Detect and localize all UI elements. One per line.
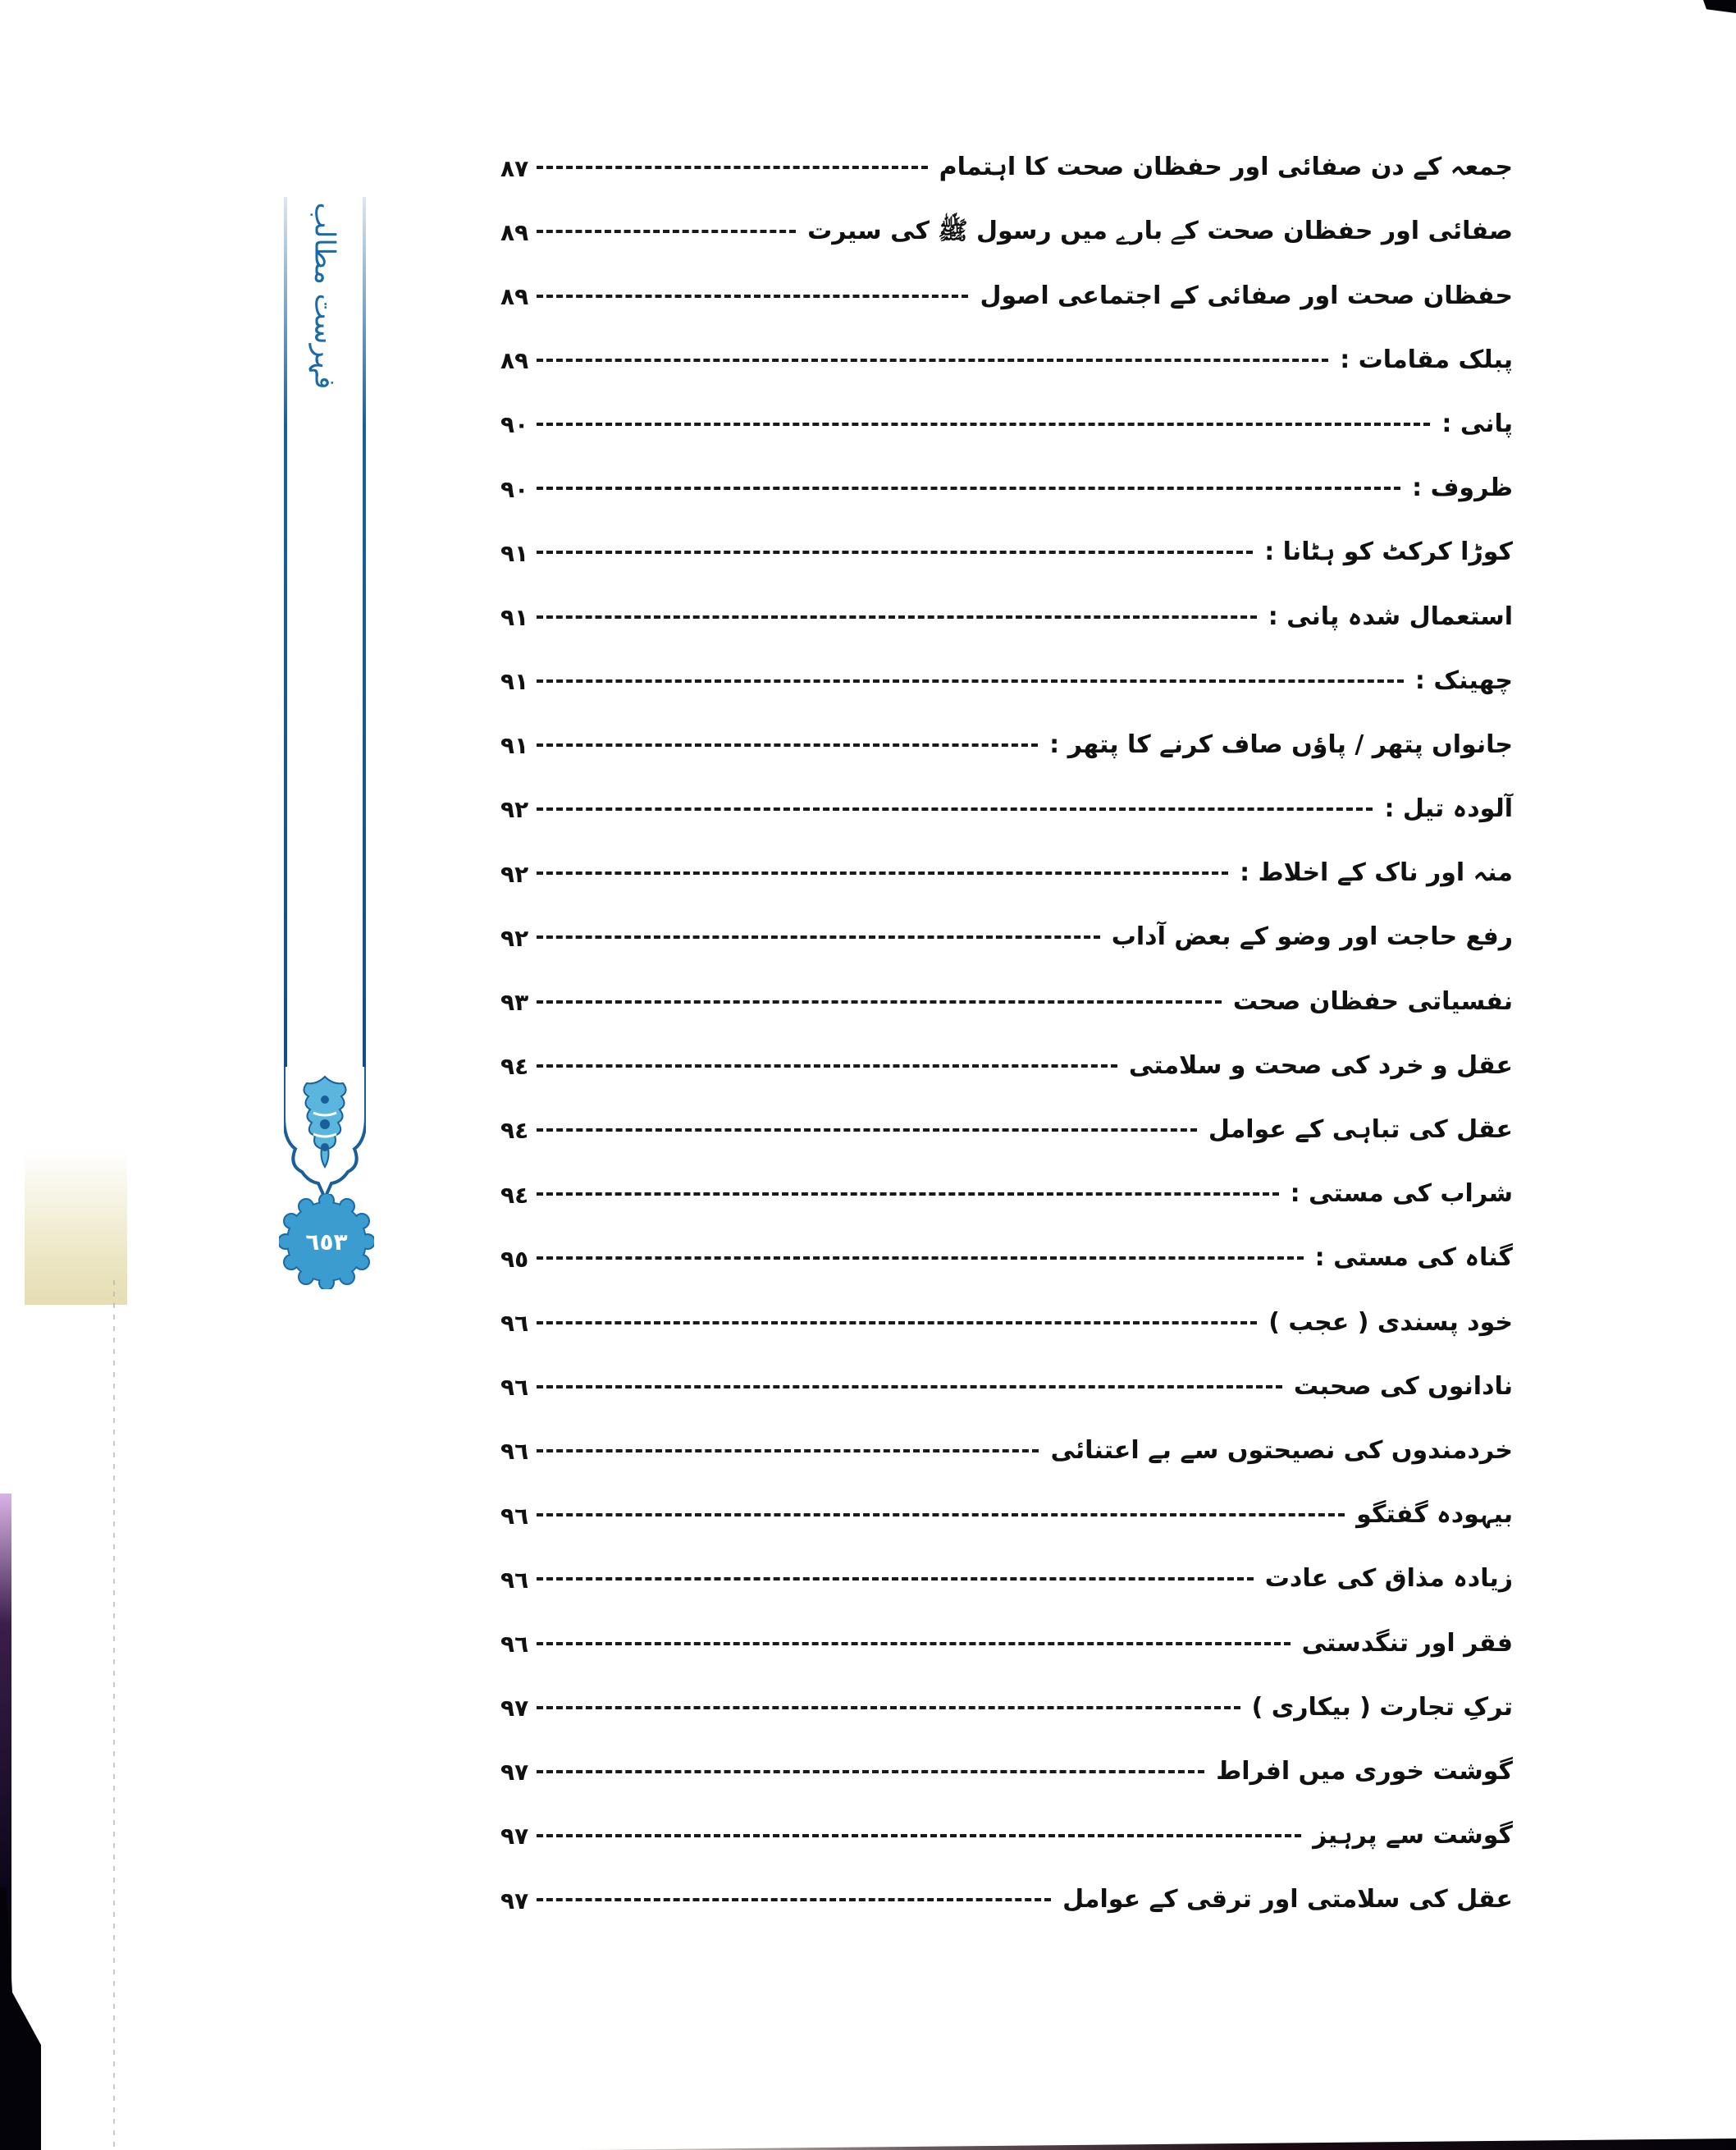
- toc-entry[interactable]: [500, 1535, 1513, 1599]
- toc-entry[interactable]: [500, 1663, 1513, 1727]
- toc-entry-page: ٨٩: [500, 282, 529, 310]
- toc-entry[interactable]: [500, 1214, 1513, 1278]
- dotted-leader: [537, 487, 1400, 490]
- page-crease: [113, 1280, 115, 2150]
- toc-entry[interactable]: [500, 1343, 1513, 1407]
- toc-entry[interactable]: [500, 1471, 1513, 1535]
- toc-entry[interactable]: [500, 1150, 1513, 1214]
- toc-entry-title: منہ اور ناک کے اخلاط :: [1240, 858, 1513, 888]
- toc-entry-page: ٨٩: [500, 347, 529, 375]
- toc-entry-page: ٩٥: [500, 1245, 529, 1273]
- toc-entry-page: ٩١: [500, 668, 529, 696]
- dotted-leader: [537, 807, 1373, 811]
- dotted-leader: [537, 1706, 1240, 1709]
- toc-entry-page: ٩٧: [500, 1823, 529, 1850]
- toc-entry-title: حفظان صحت اور صفائی کے اجتماعی اصول: [980, 281, 1513, 310]
- dotted-leader: [537, 1256, 1304, 1260]
- toc-entry-page: ٩٤: [500, 1117, 529, 1145]
- toc-entry[interactable]: [500, 957, 1513, 1021]
- toc-entry-title: فقر اور تنگدستی: [1301, 1628, 1513, 1658]
- toc-entry-title: پانی :: [1441, 409, 1513, 438]
- scan-edge-bottom: [574, 2139, 1736, 2150]
- dotted-leader: [537, 871, 1228, 875]
- toc-entry-title: صفائی اور حفظان صحت کے بارے میں رسول ﷺ کی سیرت: [807, 217, 1513, 246]
- toc-entry-title: جانواں پتھر / پاؤں صاف کرنے کا پتھر :: [1049, 730, 1513, 759]
- section-title-text: فہرست مطالب: [308, 202, 341, 389]
- toc-entry-page: ٩٢: [500, 924, 529, 952]
- toc-entry[interactable]: [500, 829, 1513, 893]
- dotted-leader: [537, 1898, 1051, 1901]
- toc-entry-page: ٩١: [500, 539, 529, 567]
- toc-entry-title: چھینک :: [1414, 666, 1513, 695]
- toc-entry-title: رفع حاجت اور وضو کے بعض آداب: [1111, 922, 1513, 952]
- toc-entry[interactable]: [500, 765, 1513, 829]
- toc-entry-title: آلودہ تیل :: [1384, 794, 1513, 824]
- table-of-contents: [500, 123, 1513, 1919]
- scan-edge-top-right: [1703, 0, 1736, 13]
- toc-entry-title: خود پسندی ( عجب ): [1268, 1307, 1513, 1337]
- floral-ornament-icon: [284, 1067, 366, 1198]
- toc-entry-title: شراب کی مستی :: [1290, 1179, 1513, 1209]
- toc-entry[interactable]: [500, 187, 1513, 251]
- toc-entry-page: ٩٧: [500, 1887, 529, 1914]
- scan-edge-left-bottom: [0, 1887, 41, 2150]
- dotted-leader: [537, 1449, 1039, 1452]
- toc-entry-page: ٩٠: [500, 411, 529, 439]
- toc-entry[interactable]: [500, 508, 1513, 572]
- dotted-leader: [537, 679, 1404, 683]
- toc-entry-page: ٩٣: [500, 989, 529, 1017]
- toc-entry[interactable]: [500, 1407, 1513, 1471]
- toc-entry-title: عقل کی سلامتی اور ترقی کے عوامل: [1062, 1885, 1513, 1914]
- toc-entry-page: ٩٤: [500, 1053, 529, 1081]
- toc-entry[interactable]: [500, 1855, 1513, 1919]
- toc-entry-page: ٩٧: [500, 1695, 529, 1722]
- dotted-leader: [537, 615, 1257, 619]
- toc-entry[interactable]: [500, 1022, 1513, 1086]
- dotted-leader: [537, 1128, 1197, 1132]
- toc-entry-page: ٩١: [500, 603, 529, 631]
- dotted-leader: [537, 935, 1100, 939]
- toc-entry-title: گوشت سے پرہیز: [1313, 1821, 1513, 1850]
- dotted-leader: [537, 295, 968, 298]
- toc-entry-page: ٩٢: [500, 796, 529, 824]
- toc-entry-title: ترکِ تجارت ( بیکاری ): [1251, 1692, 1513, 1722]
- toc-entry[interactable]: [500, 380, 1513, 444]
- toc-entry-title: گناہ کی مستی :: [1314, 1243, 1513, 1273]
- dotted-leader: [537, 423, 1430, 426]
- toc-entry[interactable]: [500, 444, 1513, 508]
- dotted-leader: [537, 230, 796, 233]
- dotted-leader: [537, 1385, 1282, 1388]
- toc-entry-title: خردمندوں کی نصیحتوں سے بے اعتنائی: [1050, 1435, 1513, 1465]
- page-number: ٦٥٣: [305, 1228, 348, 1256]
- toc-entry-title: زیادہ مذاق کی عادت: [1264, 1564, 1513, 1594]
- dotted-leader: [537, 1770, 1204, 1773]
- toc-entry-title: پبلک مقامات :: [1340, 345, 1513, 374]
- dotted-leader: [537, 1000, 1222, 1004]
- toc-entry-page: ٨٩: [500, 218, 529, 246]
- toc-entry-title: گوشت خوری میں افراط: [1216, 1756, 1513, 1786]
- toc-entry[interactable]: [500, 1599, 1513, 1663]
- toc-entry[interactable]: [500, 1086, 1513, 1150]
- toc-entry-title: ظروف :: [1412, 473, 1513, 503]
- toc-entry[interactable]: [500, 251, 1513, 315]
- dotted-leader: [537, 1577, 1254, 1580]
- dotted-leader: [537, 359, 1328, 362]
- toc-entry-title: بیہودہ گفتگو: [1356, 1500, 1513, 1530]
- toc-entry-page: ٩٦: [500, 1566, 529, 1594]
- toc-entry-page: ٩٦: [500, 1630, 529, 1658]
- toc-entry-page: ٩٠: [500, 475, 529, 503]
- toc-entry-page: ٩٧: [500, 1759, 529, 1786]
- toc-entry[interactable]: [500, 1727, 1513, 1791]
- dotted-leader: [537, 743, 1038, 747]
- toc-entry-title: جمعہ کے دن صفائی اور حفظان صحت کا اہتمام: [939, 153, 1513, 182]
- toc-entry-title: عقل کی تباہی کے عوامل: [1208, 1115, 1513, 1144]
- dotted-leader: [537, 1321, 1257, 1324]
- dotted-leader: [537, 1513, 1345, 1516]
- toc-entry[interactable]: [500, 123, 1513, 187]
- page-fold-shadow: [25, 1149, 127, 1305]
- toc-entry-title: نادانوں کی صحبت: [1293, 1371, 1513, 1401]
- toc-entry[interactable]: [500, 701, 1513, 765]
- dotted-leader: [537, 166, 928, 169]
- dotted-leader: [537, 1064, 1117, 1068]
- dotted-leader: [537, 551, 1253, 554]
- dotted-leader: [537, 1834, 1301, 1837]
- toc-entry-page: ٩٦: [500, 1438, 529, 1466]
- toc-entry-page: ٩٦: [500, 1374, 529, 1402]
- toc-entry[interactable]: [500, 316, 1513, 380]
- dotted-leader: [537, 1192, 1279, 1196]
- toc-entry-title: نفسیاتی حفظان صحت: [1232, 986, 1513, 1016]
- toc-entry-title: کوڑا کرکٹ کو ہٹانا :: [1264, 538, 1513, 567]
- section-title: [286, 202, 363, 389]
- toc-entry[interactable]: [500, 637, 1513, 701]
- dotted-leader: [537, 1642, 1291, 1645]
- toc-entry-page: ٩١: [500, 732, 529, 760]
- toc-entry-page: ٩٤: [500, 1181, 529, 1209]
- toc-entry[interactable]: [500, 1278, 1513, 1342]
- page-number-badge: [279, 1194, 374, 1289]
- toc-entry[interactable]: [500, 572, 1513, 636]
- toc-entry-page: ٩٦: [500, 1502, 529, 1530]
- toc-entry-page: ٨٧: [500, 154, 529, 182]
- toc-entry-title: استعمال شدہ پانی :: [1268, 602, 1513, 631]
- toc-entry-title: عقل و خرد کی صحت و سلامتی: [1128, 1050, 1513, 1080]
- toc-entry-page: ٩٢: [500, 860, 529, 888]
- toc-entry-page: ٩٦: [500, 1309, 529, 1337]
- toc-entry[interactable]: [500, 893, 1513, 957]
- toc-entry[interactable]: [500, 1791, 1513, 1855]
